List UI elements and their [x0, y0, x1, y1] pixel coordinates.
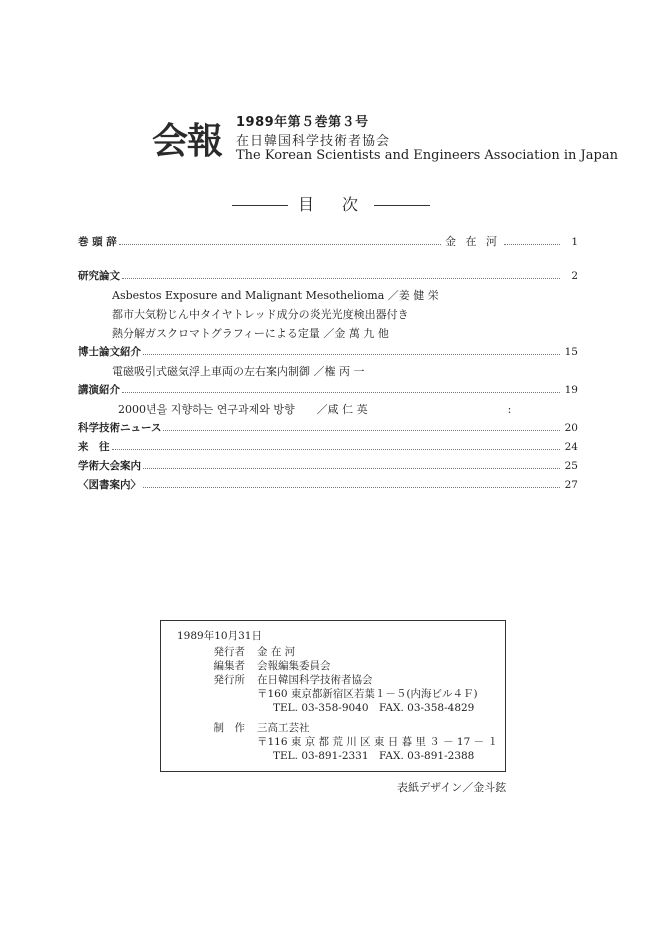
toc-entry-label: 〈図書案内〉 [78, 479, 141, 491]
office-address: 〒160 東京都新宿区若葉１－５(内海ビル４Ｆ) [257, 688, 478, 700]
toc-entry-comings[interactable] [78, 438, 578, 457]
production-phone: TEL. 03-891-2331 FAX. 03-891-2388 [273, 750, 475, 762]
stray-mark: : [507, 403, 512, 416]
toc-entry-page: 15 [564, 346, 578, 358]
cover-design-credit: 表紙デザイン／金斗鉉 [397, 781, 507, 794]
toc-entry-preface[interactable] [78, 232, 578, 251]
toc-entry-label: 学術大会案内 [78, 460, 141, 472]
org-name-japanese: 在日韓国科学技術者協会 [236, 134, 391, 149]
leader-dots [122, 392, 560, 393]
leader-dots [163, 430, 560, 431]
toc-subentry[interactable] [78, 400, 578, 419]
org-name-english: The Korean Scientists and Engineers Association in Japan [236, 148, 618, 163]
publication-date: 1989年10月31日 [177, 630, 262, 642]
heading-rule-right [374, 205, 430, 206]
production-value: 三高工芸社 [257, 722, 310, 734]
leader-dots [143, 354, 560, 355]
toc-entry-page: 25 [564, 460, 578, 472]
toc-subentry[interactable]: 都市大気粉じん中タイヤトレッド成分の炎光光度検出器付き [112, 308, 409, 321]
toc-entry-lecture[interactable] [78, 381, 578, 400]
issue-number: 1989年第５巻第３号 [236, 115, 369, 130]
office-value: 在日韓国科学技術者協会 [257, 674, 373, 686]
toc-entry-papers[interactable] [78, 267, 578, 286]
toc-subentry[interactable]: 電磁吸引式磁気浮上車両の左右案内制御 ／権 丙 一 [112, 365, 365, 378]
toc-heading [0, 192, 662, 215]
leader-dots [119, 244, 441, 245]
toc-entry-page: 27 [564, 479, 578, 491]
toc-subentry-text: 2000년을 지향하는 연구과제와 방향 ／咸 仁 英 [118, 403, 368, 416]
heading-rule-left [232, 205, 288, 206]
toc-entry-page: 1 [571, 236, 578, 248]
toc-entry-page: 24 [564, 441, 578, 453]
table-of-contents [78, 232, 578, 495]
toc-entry-page: 19 [564, 384, 578, 396]
toc-entry-label: 科学技術ニュース [78, 422, 162, 434]
leader-dots [112, 449, 561, 450]
leader-dots [143, 487, 560, 488]
toc-entry-books[interactable] [78, 476, 578, 495]
editor-label: 編集者 [213, 660, 245, 672]
bulletin-logo: 会報 [152, 121, 223, 162]
leader-dots [504, 244, 560, 245]
toc-entry-label: 研究論文 [78, 270, 120, 282]
publisher-label: 発行者 [213, 646, 245, 658]
editor-value: 会報編集委員会 [257, 660, 331, 672]
production-label: 制 作 [213, 722, 245, 734]
toc-entry-label: 博士論文紹介 [78, 346, 141, 358]
toc-heading-text: 目 次 [297, 195, 364, 214]
toc-subentry[interactable]: Asbestos Exposure and Malignant Mesothelioma ／姜 健 栄 [112, 289, 439, 302]
office-phone: TEL. 03-358-9040 FAX. 03-358-4829 [273, 702, 475, 714]
publisher-value: 金 在 河 [257, 646, 296, 658]
toc-entry-author: 金 在 河 [445, 235, 500, 248]
toc-subentry[interactable]: 熱分解ガスクロマトグラフィーによる定量 ／金 萬 九 他 [112, 327, 389, 340]
toc-entry-page: 20 [564, 422, 578, 434]
leader-dots [143, 468, 560, 469]
toc-entry-page: 2 [571, 270, 578, 282]
toc-entry-conference[interactable] [78, 457, 578, 476]
toc-entry-label: 来 往 [78, 441, 110, 453]
toc-entry-thesis[interactable] [78, 343, 578, 362]
colophon-box [160, 620, 506, 772]
production-address: 〒116 東 京 都 荒 川 区 東 日 暮 里 ３ － 17 － １ [257, 736, 498, 748]
office-label: 発行所 [213, 674, 245, 686]
toc-entry-label: 巻 頭 辞 [78, 236, 117, 248]
leader-dots [122, 278, 560, 279]
toc-entry-news[interactable] [78, 419, 578, 438]
toc-entry-label: 講演紹介 [78, 384, 120, 396]
